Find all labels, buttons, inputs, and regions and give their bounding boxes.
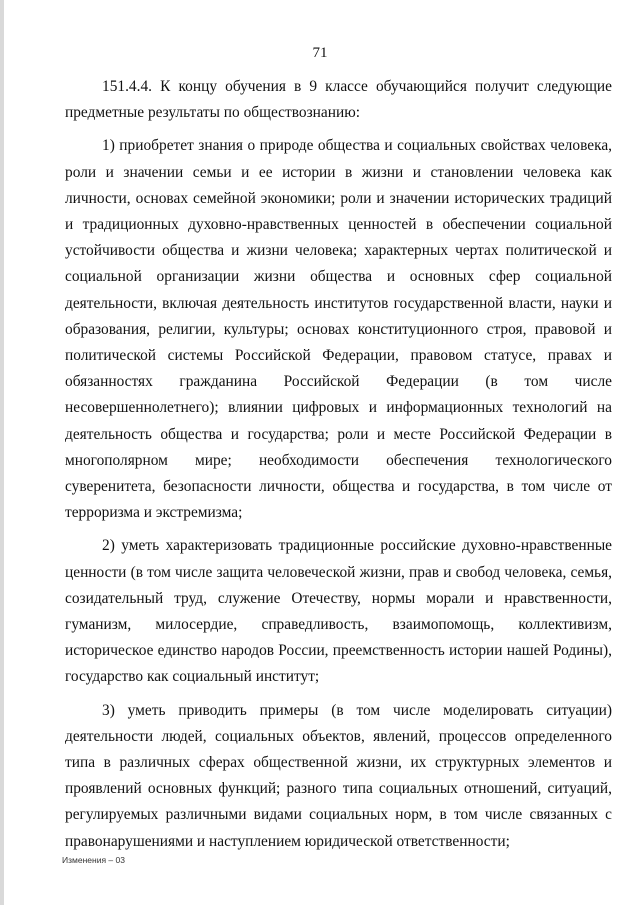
body-text <box>65 74 612 855</box>
page-number: 71 <box>312 45 328 61</box>
footer-revision: Изменения – 03 <box>62 855 125 865</box>
paragraph-item-3: 3) уметь приводить примеры (в том числе моделировать ситуации) деятельности людей, социальных объектов, явлений, процессов определенного типа в различных сферах общественной жизни, их структурных элементов и проявлений основных функций; разного типа социальных отношений, ситуаций, регулируемых различными видами социальных норм, в том числе связанных с правонарушениями и наступлением юридической ответственности; <box>65 701 612 850</box>
paragraph-item-2: 2) уметь характеризовать традиционные российские духовно-нравственные ценности (в том числе защита человеческой жизни, прав и свобод человека, семья, созидательный труд, служение Отечеству, нормы морали и нравственности, гуманизм, милосердие, справедливость, взаимопомощь, коллективизм, историческое единство народов России, преемственность истории нашей Родины), государство как социальный институт; <box>65 537 612 686</box>
paragraph-item-1: 1) приобретет знания о природе общества и социальных свойствах человека, роли и значении семьи и ее истории в жизни и становлении человека как личности, основах семейной экономики; роли и значении исторических традиций и традиционных духовно-нравственных ценностей в обеспечении социальной устойчивости общества и жизни человека; характерных чертах политической и социальной организации жизни общества и основных сфер социальной деятельности, включая деятельность институтов государственной власти, науки и образования, религии, культуры; основах конституционного строя, правовой и политической системы Российской Федерации, правовом статусе, правах и обязанностях гражданина Российской Федерации (в том числе несовершеннолетнего); влиянии цифровых и информационных технологий на деятельность общества и государства; роли и месте Российской Федерации в многополярном мире; необходимости обеспечения технологического суверенитета, безопасности личности, общества и государства, в том числе от терроризма и экстремизма; <box>65 137 612 522</box>
paragraph-intro: 151.4.4. К концу обучения в 9 классе обучающийся получит следующие предметные результаты по обществознанию: <box>65 78 612 122</box>
scan-edge <box>0 0 4 905</box>
